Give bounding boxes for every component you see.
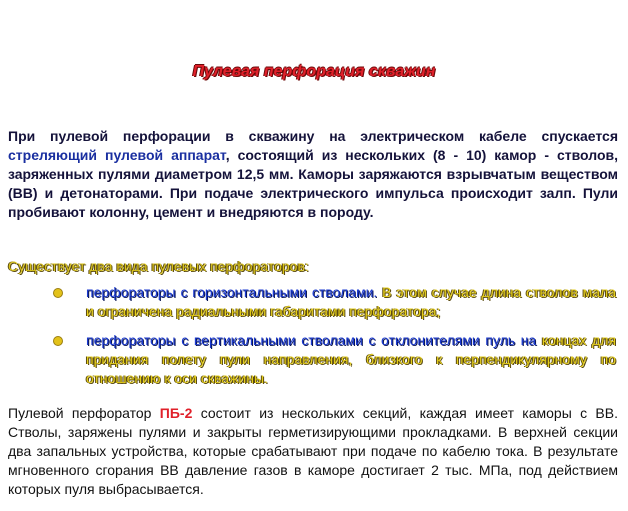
perforator-types-list [50,283,616,398]
bullet-dot-icon [54,289,62,297]
intro-text-c: , состоящий из нескольких (8 - 10) камор - стволов, заряженных пулями диаметром 12,5 мм. Каморы заряжаются взрывчатым веществом (ВВ) и детонаторами. При подаче электрического импульса происходит залп. Пули пробивают колонну, цемент и внедряются в породу. [8,147,618,220]
pb2-text-a: Пулевой перфоратор [8,405,160,421]
intro-text-a: При пулевой перфорации в скважину на электрическом кабеле спускается [8,128,618,144]
intro-paragraph [8,127,618,222]
list-item-blue-text: перфораторы с вертикальными стволами с отклонителями пуль на [86,332,537,348]
list-item [50,283,616,321]
list-item-blue-text: перфораторы с горизонтальными стволами. [86,284,378,300]
types-heading: Существует два вида пулевых перфораторов: [8,258,309,274]
pb2-text-c: состоит из нескольких секций, каждая имеет каморы с ВВ. Стволы, заряжены пулями и закрыты герметизирующими прокладками. В верхней секции два запальных устройства, которые срабатывают при подаче по кабелю тока. В результате мгновенного сгорания ВВ давление газов в каморе достигает 2 тыс. МПа, под действием которых пуля выбрасывается. [8,405,618,497]
page-title: Пулевая перфорация скважин [192,63,436,80]
pb2-paragraph [8,404,618,499]
bullet-dot-icon [54,337,62,345]
intro-highlight: стреляющий пулевой аппарат [8,147,226,163]
list-item [50,331,616,388]
list-item-yellow-text: концах для придания полету пули направления, близкого к перпендикулярному по отношению к оси скважины. [86,332,616,386]
list-item-yellow-text: В этом случае длина стволов мала и ограничена радиальными габаритами перфоратора; [86,284,616,319]
pb2-model-name: ПБ-2 [159,405,193,421]
